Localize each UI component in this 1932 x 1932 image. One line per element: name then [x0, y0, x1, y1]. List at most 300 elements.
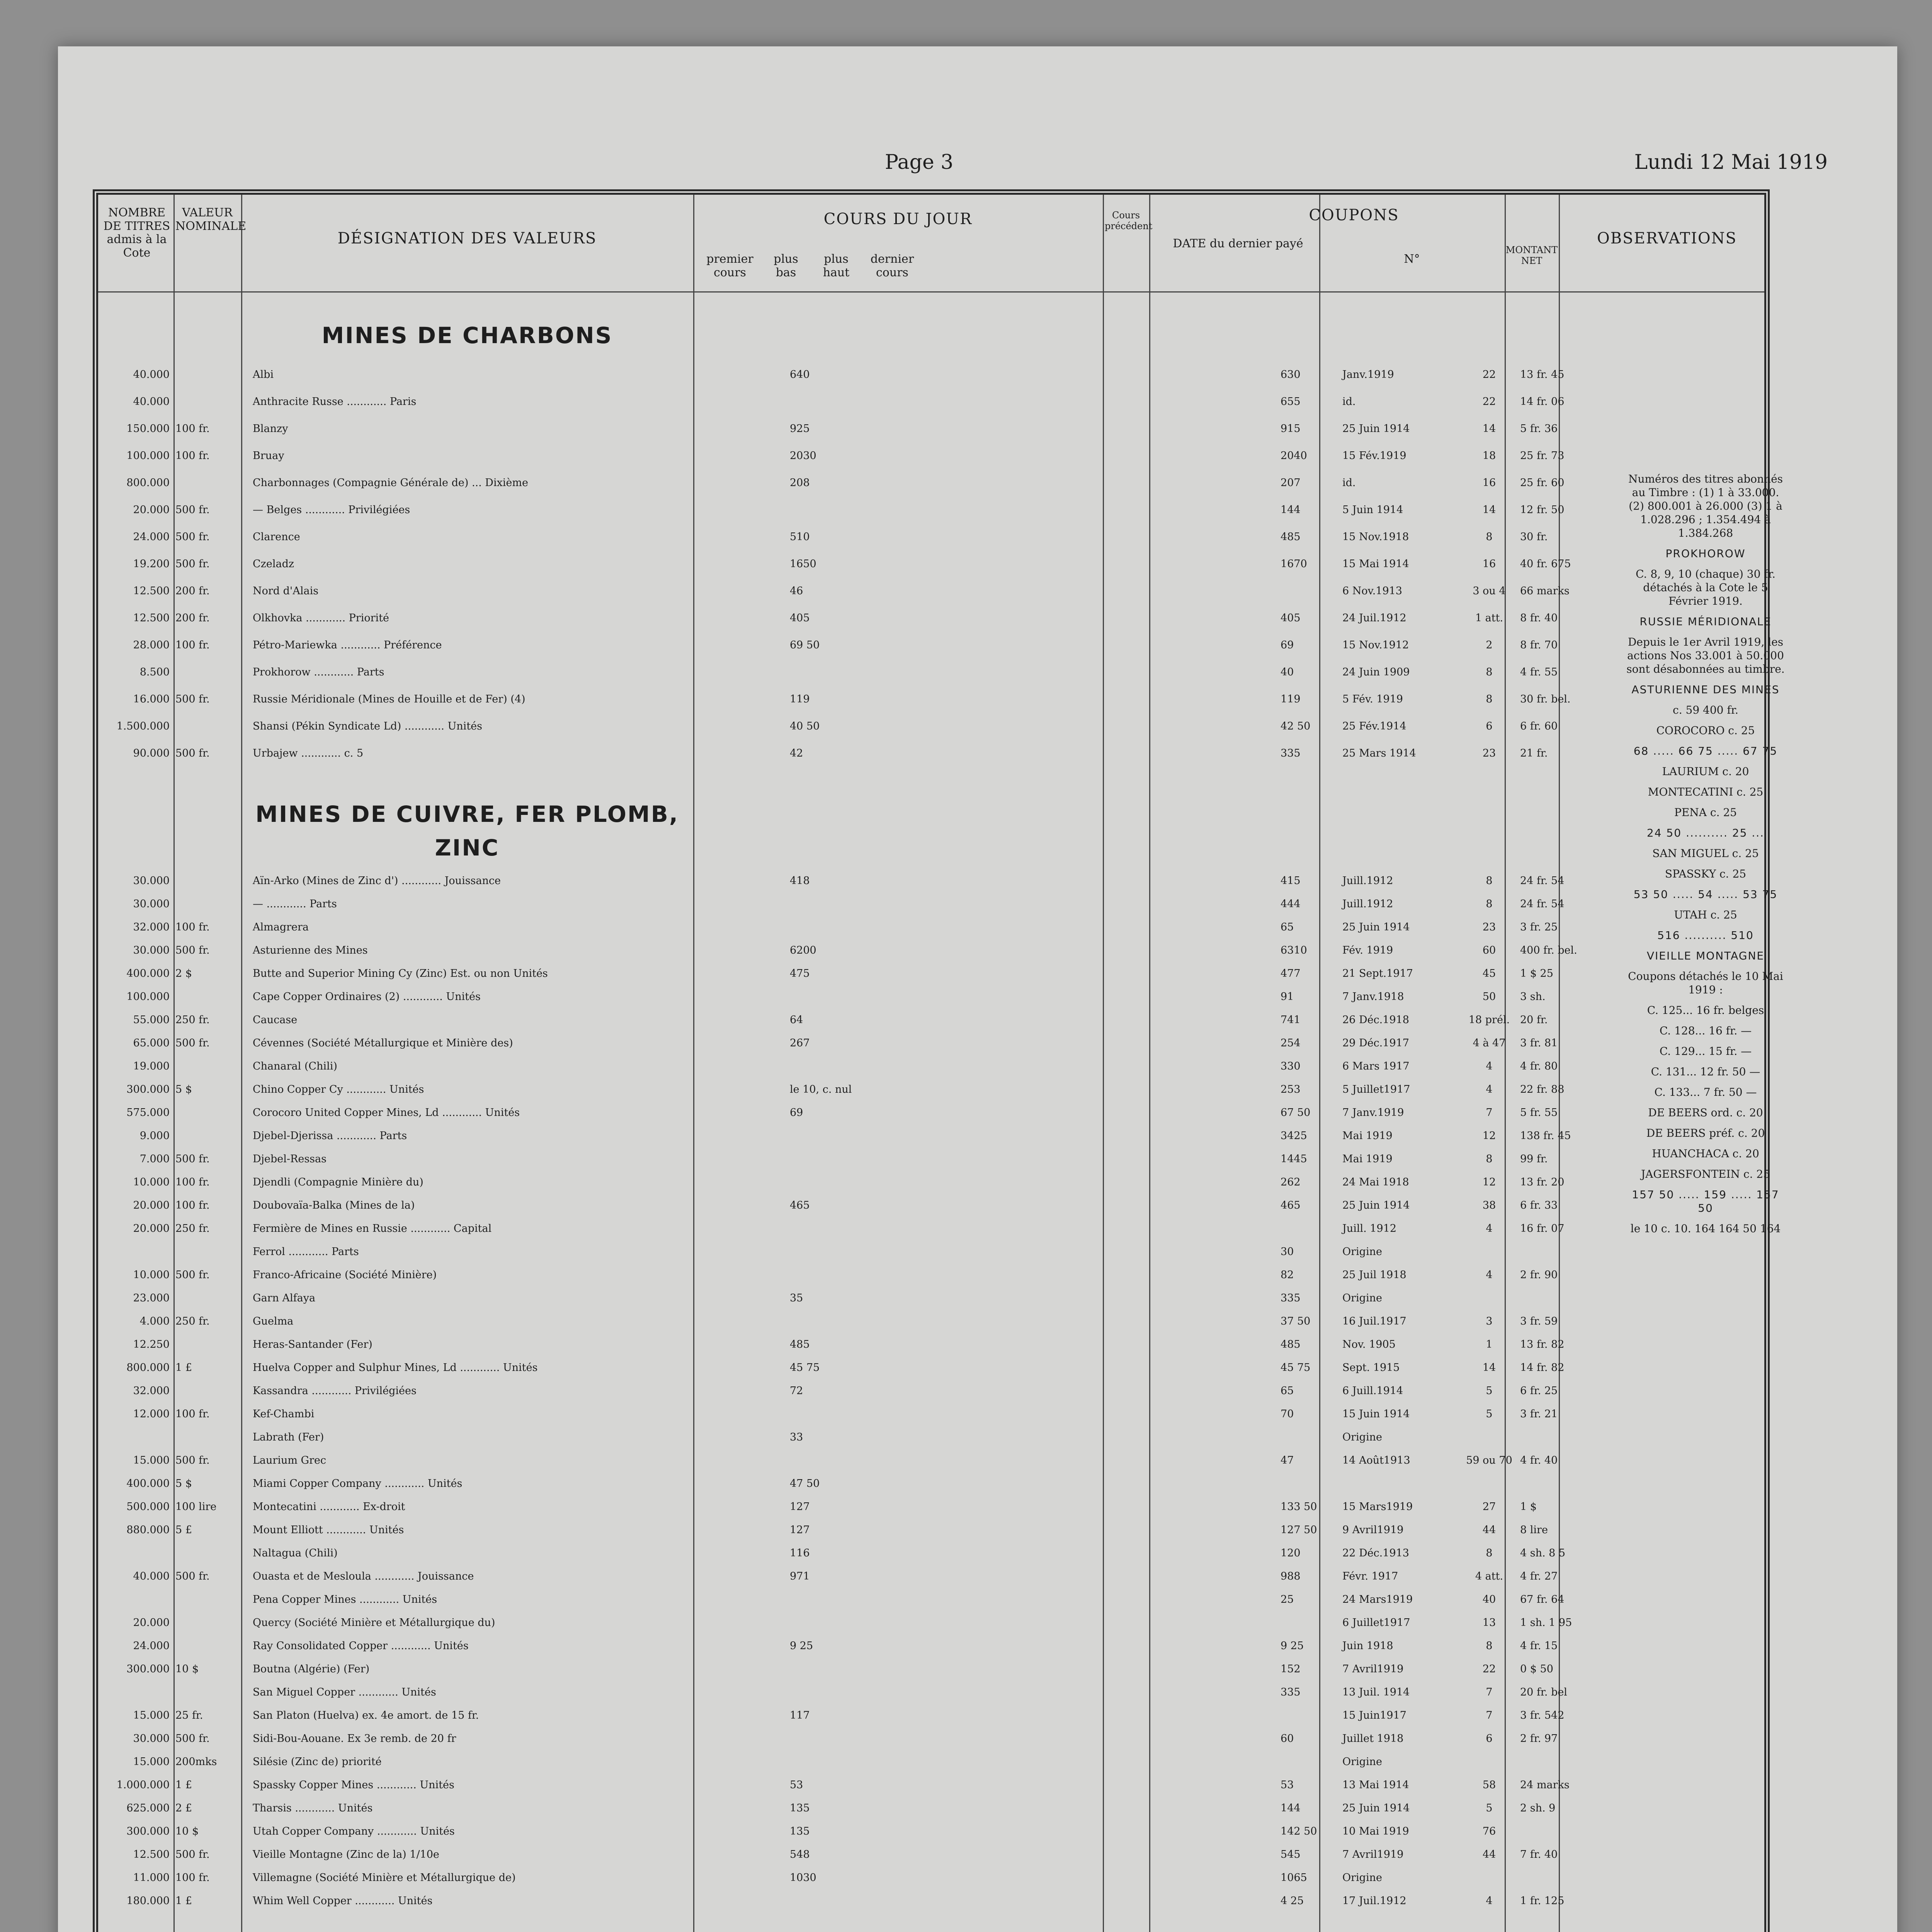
premier-cours: 40 50	[790, 720, 820, 732]
table-row	[98, 1872, 1775, 1895]
coupon-date: Juill.1912	[1342, 875, 1393, 887]
coupon-amount: 3 fr. 542	[1520, 1709, 1565, 1721]
coupon-date: 25 Fév.1914	[1342, 720, 1406, 732]
nominal-value: 100 fr.	[175, 921, 210, 933]
cours-precedent: 40	[1281, 666, 1294, 678]
cours-precedent: 30	[1281, 1246, 1294, 1258]
premier-cours: 640	[790, 369, 810, 381]
premier-cours: 971	[790, 1570, 810, 1582]
coupon-amount: 14 fr. 06	[1520, 396, 1565, 408]
nominal-value: 100 fr.	[175, 1872, 210, 1884]
coupon-amount: 24 fr. 54	[1520, 898, 1565, 910]
coupon-date: 24 Mars1919	[1342, 1594, 1413, 1605]
premier-cours: 135	[790, 1802, 810, 1814]
titres-count: 15.000	[133, 1454, 170, 1466]
coupon-amount: 40 fr. 675	[1520, 558, 1571, 570]
coupon-date: Févr. 1917	[1342, 1570, 1398, 1582]
observation-note: PROKHOROW	[1665, 547, 1746, 560]
coupon-date: 15 Fév.1919	[1342, 450, 1406, 462]
nominal-value: 500 fr.	[175, 1570, 210, 1582]
titres-count: 30.000	[133, 875, 170, 887]
titres-count: 65.000	[133, 1037, 170, 1049]
coupon-number: 50	[1482, 991, 1496, 1003]
titres-count: 150.000	[126, 423, 170, 435]
cours-precedent: 9 25	[1281, 1640, 1304, 1652]
titres-count: 575.000	[126, 1107, 170, 1119]
cours-precedent: 119	[1281, 693, 1301, 705]
quotation-table	[93, 189, 1785, 1932]
security-name: — ............ Parts	[253, 898, 337, 910]
rows-charbons	[98, 369, 1775, 774]
nominal-value: 500 fr.	[175, 558, 210, 570]
coupon-amount: 24 fr. 54	[1520, 875, 1565, 887]
coupon-amount: 8 fr. 70	[1520, 639, 1558, 651]
coupon-date: 7 Avril1919	[1342, 1663, 1404, 1675]
titres-count: 40.000	[133, 1570, 170, 1582]
col-premier: premier cours	[706, 252, 753, 279]
table-row	[98, 666, 1775, 693]
coupon-number: 3 ou 4	[1473, 585, 1506, 597]
titres-count: 90.000	[133, 747, 170, 759]
coupon-amount: 13 fr. 45	[1520, 369, 1565, 381]
premier-cours: 47 50	[790, 1478, 820, 1490]
cours-precedent: 741	[1281, 1014, 1301, 1026]
premier-cours: 33	[790, 1431, 803, 1443]
coupon-date: 7 Janv.1919	[1342, 1107, 1404, 1119]
security-name: Pena Copper Mines ............ Unités	[253, 1594, 437, 1605]
titres-count: 12.250	[133, 1338, 170, 1350]
titres-count: 30.000	[133, 1733, 170, 1745]
nominal-value: 500 fr.	[175, 504, 210, 516]
coupon-date: 15 Mars1919	[1342, 1501, 1413, 1513]
security-name: Aïn-Arko (Mines de Zinc d') ............ Jouissance	[253, 875, 501, 887]
coupon-date: 14 Août1913	[1342, 1454, 1410, 1466]
nominal-value: 1 £	[175, 1779, 192, 1791]
coupon-date: Origine	[1342, 1246, 1382, 1258]
security-name: Spassky Copper Mines ............ Unités	[253, 1779, 454, 1791]
security-name: Naltagua (Chili)	[253, 1547, 338, 1559]
titres-count: 20.000	[133, 504, 170, 516]
coupon-date: id.	[1342, 477, 1356, 489]
newspaper-page	[58, 46, 1897, 1932]
table-row	[98, 369, 1775, 396]
coupon-amount: 67 fr. 64	[1520, 1594, 1565, 1605]
table-row	[98, 423, 1775, 450]
security-name: Ouasta et de Mesloula ............ Jouissance	[253, 1570, 474, 1582]
col-observations: OBSERVATIONS	[1597, 230, 1737, 247]
coupon-amount: 6 fr. 60	[1520, 720, 1558, 732]
coupon-date: 9 Avril1919	[1342, 1524, 1404, 1536]
observation-note: MONTECATINI c. 25	[1648, 786, 1764, 798]
coupon-amount: 7 fr. 40	[1520, 1849, 1558, 1861]
titres-count: 400.000	[126, 1478, 170, 1490]
table-row	[98, 1246, 1775, 1269]
observation-note: SAN MIGUEL c. 25	[1652, 847, 1759, 860]
coupon-amount: 3 fr. 21	[1520, 1408, 1558, 1420]
section-title-cuivre: MINES DE CUIVRE, FER PLOMB, ZINC	[255, 801, 679, 861]
coupon-date: 17 Juil.1912	[1342, 1895, 1406, 1907]
premier-cours: 548	[790, 1849, 810, 1861]
observation-note: C. 125... 16 fr. belges	[1647, 1004, 1764, 1017]
table-row	[98, 1153, 1775, 1176]
coupon-number: 8	[1486, 1547, 1493, 1559]
cours-precedent: 144	[1281, 504, 1301, 516]
table-row	[98, 1385, 1775, 1408]
coupon-date: 25 Juin 1914	[1342, 423, 1410, 435]
premier-cours: 6200	[790, 944, 816, 956]
cours-precedent: 4 25	[1281, 1895, 1304, 1907]
coupon-number: 8	[1486, 693, 1493, 705]
cours-precedent: 330	[1281, 1060, 1301, 1072]
titres-count: 100.000	[126, 450, 170, 462]
nominal-value: 100 fr.	[175, 1199, 210, 1211]
premier-cours: 119	[790, 693, 810, 705]
titres-count: 180.000	[126, 1895, 170, 1907]
cours-precedent: 988	[1281, 1570, 1301, 1582]
nominal-value: 25 fr.	[175, 1709, 203, 1721]
coupon-date: 5 Juillet1917	[1342, 1083, 1410, 1095]
coupon-number: 4	[1486, 1223, 1493, 1235]
cours-precedent: 65	[1281, 921, 1294, 933]
coupon-amount: 2 sh. 9	[1520, 1802, 1556, 1814]
observation-note: UTAH c. 25	[1674, 908, 1737, 921]
premier-cours: 465	[790, 1199, 810, 1211]
table-row	[98, 504, 1775, 531]
coupon-date: 22 Déc.1913	[1342, 1547, 1409, 1559]
cours-precedent: 477	[1281, 968, 1301, 980]
titres-count: 20.000	[133, 1199, 170, 1211]
coupon-amount: 6 fr. 33	[1520, 1199, 1558, 1211]
titres-count: 32.000	[133, 921, 170, 933]
titres-count: 8.500	[139, 666, 170, 678]
table-row	[98, 1223, 1775, 1246]
table-row	[98, 1756, 1775, 1779]
cours-precedent: 133 50	[1281, 1501, 1317, 1513]
observation-note: C. 8, 9, 10 (chaque) 30 fr. détachés à la Cote le 5 Février 1919.	[1636, 568, 1776, 607]
table-row	[98, 1617, 1775, 1640]
observation-note: Numéros des titres abonnés au Timbre : (1) 1 à 33.000. (2) 800.001 à 26.000 (3) 1 à 1.028.296 ; 1.354.494 à 1.384.268	[1628, 473, 1783, 539]
titres-count: 9.000	[139, 1130, 170, 1142]
coupon-amount: 25 fr. 60	[1520, 477, 1565, 489]
table-row	[98, 1802, 1775, 1825]
coupon-amount: 2 fr. 90	[1520, 1269, 1558, 1281]
security-name: Cape Copper Ordinaires (2) ............ Unités	[253, 991, 481, 1003]
titres-count: 300.000	[126, 1825, 170, 1837]
cours-precedent: 2040	[1281, 450, 1307, 462]
col-valeur: VALEUR NOMINALE	[175, 206, 247, 233]
coupon-number: 16	[1482, 558, 1496, 570]
premier-cours: 208	[790, 477, 810, 489]
security-name: Russie Méridionale (Mines de Houille et de Fer) (4)	[253, 693, 526, 705]
security-name: Ray Consolidated Copper ............ Unités	[253, 1640, 469, 1652]
coupon-number: 8	[1486, 666, 1493, 678]
cours-precedent: 70	[1281, 1408, 1294, 1420]
coupon-number: 27	[1482, 1501, 1496, 1513]
table-row	[98, 1895, 1775, 1918]
coupon-date: Juill. 1912	[1342, 1223, 1396, 1235]
cours-precedent: 405	[1281, 612, 1301, 624]
coupon-date: Origine	[1342, 1756, 1382, 1768]
cours-precedent: 3425	[1281, 1130, 1307, 1142]
coupon-number: 6	[1486, 720, 1493, 732]
coupon-amount: 8 lire	[1520, 1524, 1548, 1536]
col-cours-du-jour: COURS DU JOUR	[823, 210, 973, 228]
observation-note: DE BEERS ord. c. 20	[1648, 1106, 1763, 1119]
coupon-amount: 3 fr. 81	[1520, 1037, 1558, 1049]
observations-column	[1624, 465, 1787, 1242]
cours-precedent: 152	[1281, 1663, 1301, 1675]
observation-note: RUSSIE MÉRIDIONALE	[1639, 615, 1772, 628]
titres-count: 55.000	[133, 1014, 170, 1026]
nominal-value: 100 fr.	[175, 450, 210, 462]
cours-precedent: 53	[1281, 1779, 1294, 1791]
cours-precedent: 655	[1281, 396, 1301, 408]
coupon-number: 38	[1482, 1199, 1496, 1211]
nominal-value: 2 $	[175, 968, 192, 980]
coupon-number: 23	[1482, 747, 1496, 759]
cours-precedent: 415	[1281, 875, 1301, 887]
cours-precedent: 1065	[1281, 1872, 1307, 1884]
observation-note: ASTURIENNE DES MINES	[1631, 683, 1780, 696]
nominal-value: 5 £	[175, 1524, 192, 1536]
security-name: Kef-Chambi	[253, 1408, 315, 1420]
security-name: Guelma	[253, 1315, 294, 1327]
coupon-number: 76	[1482, 1825, 1496, 1837]
security-name: Charbonnages (Compagnie Générale de) ... Dixième	[253, 477, 528, 489]
titres-count: 1.000.000	[116, 1779, 170, 1791]
coupon-number: 5	[1486, 1408, 1493, 1420]
titres-count: 32.000	[133, 1385, 170, 1397]
coupon-amount: 4 fr. 40	[1520, 1454, 1558, 1466]
coupon-date: 6 Mars 1917	[1342, 1060, 1410, 1072]
security-name: Ferrol ............ Parts	[253, 1246, 359, 1258]
coupon-date: 7 Avril1919	[1342, 1849, 1404, 1861]
nominal-value: 10 $	[175, 1663, 199, 1675]
coupon-number: 1	[1486, 1338, 1493, 1350]
security-name: Heras-Santander (Fer)	[253, 1338, 372, 1350]
titres-count: 1.500.000	[116, 720, 170, 732]
table-row	[98, 1733, 1775, 1756]
coupon-number: 8	[1486, 531, 1493, 543]
security-name: Asturienne des Mines	[253, 944, 368, 956]
observation-note: DE BEERS préf. c. 20	[1646, 1127, 1765, 1139]
coupon-date: id.	[1342, 396, 1356, 408]
table-row	[98, 1315, 1775, 1338]
coupon-date: Juillet 1918	[1342, 1733, 1404, 1745]
cours-precedent: 144	[1281, 1802, 1301, 1814]
premier-cours: 116	[790, 1547, 810, 1559]
table-row	[98, 1431, 1775, 1454]
security-name: Cévennes (Société Métallurgique et Minière des)	[253, 1037, 513, 1049]
security-name: Fermière de Mines en Russie ............ Capital	[253, 1223, 492, 1235]
cours-precedent: 6310	[1281, 944, 1307, 956]
coupon-number: 8	[1486, 1640, 1493, 1652]
premier-cours: 9 25	[790, 1640, 813, 1652]
coupon-amount: 4 fr. 55	[1520, 666, 1558, 678]
premier-cours: 69 50	[790, 639, 820, 651]
table-row	[98, 1176, 1775, 1199]
coupon-date: 10 Mai 1919	[1342, 1825, 1409, 1837]
security-name: Bruay	[253, 450, 284, 462]
col-date-dernier: DATE du dernier payé	[1173, 237, 1303, 250]
titres-count: 40.000	[133, 396, 170, 408]
nominal-value: 5 $	[175, 1478, 192, 1490]
observation-note: LAURIUM c. 20	[1662, 765, 1749, 778]
premier-cours: 2030	[790, 450, 816, 462]
coupon-date: 25 Juin 1914	[1342, 921, 1410, 933]
coupon-amount: 400 fr. bel.	[1520, 944, 1577, 956]
coupon-number: 1 att.	[1475, 612, 1503, 624]
table-row	[98, 612, 1775, 639]
security-name: Kassandra ............ Privilégiées	[253, 1385, 417, 1397]
nominal-value: 100 fr.	[175, 1408, 210, 1420]
table-row	[98, 991, 1775, 1014]
coupon-date: Mai 1919	[1342, 1153, 1393, 1165]
observation-note: Coupons détachés le 10 Mai 1919 :	[1628, 970, 1783, 996]
titres-count: 12.500	[133, 585, 170, 597]
titres-count: 30.000	[133, 944, 170, 956]
premier-cours: 127	[790, 1501, 810, 1513]
table-row	[98, 1640, 1775, 1663]
premier-cours: 42	[790, 747, 803, 759]
titres-count: 800.000	[126, 1362, 170, 1374]
table-row	[98, 968, 1775, 991]
coupon-date: 15 Mai 1914	[1342, 558, 1409, 570]
security-name: Butte and Superior Mining Cy (Zinc) Est. ou non Unités	[253, 968, 548, 980]
titres-count: 24.000	[133, 531, 170, 543]
coupon-amount: 20 fr.	[1520, 1014, 1548, 1026]
cours-precedent: 335	[1281, 1292, 1301, 1304]
coupon-amount: 13 fr. 20	[1520, 1176, 1565, 1188]
coupon-number: 58	[1482, 1779, 1496, 1791]
observation-note: PENA c. 25	[1674, 806, 1737, 819]
nominal-value: 250 fr.	[175, 1223, 210, 1235]
col-numero: N°	[1404, 252, 1420, 266]
table-row	[98, 1292, 1775, 1315]
security-name: Pétro-Mariewka ............ Préférence	[253, 639, 442, 651]
titres-count: 12.000	[133, 1408, 170, 1420]
table-row	[98, 1014, 1775, 1037]
observation-note: C. 129... 15 fr. —	[1659, 1045, 1752, 1058]
security-name: Laurium Grec	[253, 1454, 327, 1466]
nominal-value: 500 fr.	[175, 1849, 210, 1861]
titres-count: 16.000	[133, 693, 170, 705]
premier-cours: 1650	[790, 558, 816, 570]
nominal-value: 200mks	[175, 1756, 217, 1768]
security-name: Labrath (Fer)	[253, 1431, 324, 1443]
cours-precedent: 60	[1281, 1733, 1294, 1745]
coupon-date: 6 Juillet1917	[1342, 1617, 1410, 1629]
col-precedent: Cours précédent	[1105, 210, 1153, 231]
security-name: Blanzy	[253, 423, 288, 435]
premier-cours: 53	[790, 1779, 803, 1791]
security-name: Olkhovka ............ Priorité	[253, 612, 389, 624]
coupon-amount: 25 fr. 73	[1520, 450, 1565, 462]
table-row	[98, 1825, 1775, 1849]
coupon-amount: 30 fr. bel.	[1520, 693, 1571, 705]
titres-count: 15.000	[133, 1709, 170, 1721]
coupon-date: 5 Fév. 1919	[1342, 693, 1403, 705]
table-row	[98, 1570, 1775, 1594]
cours-precedent: 47	[1281, 1454, 1294, 1466]
coupon-date: 15 Nov.1918	[1342, 531, 1409, 543]
titres-count: 40.000	[133, 369, 170, 381]
coupon-amount: 2 fr. 97	[1520, 1733, 1558, 1745]
coupon-amount: 5 fr. 36	[1520, 423, 1558, 435]
coupon-date: 13 Mai 1914	[1342, 1779, 1409, 1791]
titres-count: 10.000	[133, 1269, 170, 1281]
coupon-amount: 66 marks	[1520, 585, 1570, 597]
coupon-amount: 24 marks	[1520, 1779, 1570, 1791]
col-montant: MONTANT NET	[1505, 245, 1558, 266]
titres-count: 30.000	[133, 898, 170, 910]
security-name: Huelva Copper and Sulphur Mines, Ld ............ Unités	[253, 1362, 538, 1374]
cours-precedent: 91	[1281, 991, 1294, 1003]
nominal-value: 500 fr.	[175, 1454, 210, 1466]
coupon-number: 14	[1482, 504, 1496, 516]
nominal-value: 250 fr.	[175, 1014, 210, 1026]
coupon-number: 7	[1486, 1686, 1493, 1698]
nominal-value: 100 fr.	[175, 423, 210, 435]
security-name: San Platon (Huelva) ex. 4e amort. de 15 fr.	[253, 1709, 479, 1721]
titres-count: 625.000	[126, 1802, 170, 1814]
cours-precedent: 335	[1281, 747, 1301, 759]
nominal-value: 100 fr.	[175, 639, 210, 651]
coupon-number: 60	[1482, 944, 1496, 956]
premier-cours: 69	[790, 1107, 803, 1119]
coupon-number: 16	[1482, 477, 1496, 489]
coupon-amount: 4 fr. 80	[1520, 1060, 1558, 1072]
coupon-amount: 5 fr. 55	[1520, 1107, 1558, 1119]
nominal-value: 500 fr.	[175, 531, 210, 543]
security-name: Nord d'Alais	[253, 585, 319, 597]
coupon-number: 5	[1486, 1385, 1493, 1397]
security-name: Djebel-Ressas	[253, 1153, 327, 1165]
coupon-number: 44	[1482, 1849, 1496, 1861]
coupon-amount: 8 fr. 40	[1520, 612, 1558, 624]
coupon-date: Fév. 1919	[1342, 944, 1393, 956]
nominal-value: 100 fr.	[175, 1176, 210, 1188]
table-row	[98, 1060, 1775, 1083]
coupon-number: 4	[1486, 1083, 1493, 1095]
coupon-number: 14	[1482, 423, 1496, 435]
table-row	[98, 747, 1775, 774]
table-row	[98, 921, 1775, 944]
nominal-value: 100 lire	[175, 1501, 217, 1513]
nominal-value: 500 fr.	[175, 747, 210, 759]
cours-precedent: 45 75	[1281, 1362, 1311, 1374]
table-row	[98, 1338, 1775, 1362]
coupon-number: 12	[1482, 1176, 1496, 1188]
coupon-amount: 4 fr. 15	[1520, 1640, 1558, 1652]
coupon-amount: 3 sh.	[1520, 991, 1546, 1003]
premier-cours: 475	[790, 968, 810, 980]
table-row	[98, 693, 1775, 720]
coupon-date: Juill.1912	[1342, 898, 1393, 910]
table-row	[98, 1269, 1775, 1292]
table-row	[98, 1362, 1775, 1385]
coupon-amount: 20 fr. bel	[1520, 1686, 1567, 1698]
coupon-date: Janv.1919	[1342, 369, 1394, 381]
coupon-amount: 138 fr. 45	[1520, 1130, 1571, 1142]
table-row	[98, 639, 1775, 666]
table-row	[98, 1408, 1775, 1431]
issue-date: Lundi 12 Mai 1919	[1634, 151, 1828, 174]
premier-cours: 72	[790, 1385, 803, 1397]
premier-cours: 127	[790, 1524, 810, 1536]
coupon-number: 5	[1486, 1802, 1493, 1814]
coupon-number: 3	[1486, 1315, 1493, 1327]
